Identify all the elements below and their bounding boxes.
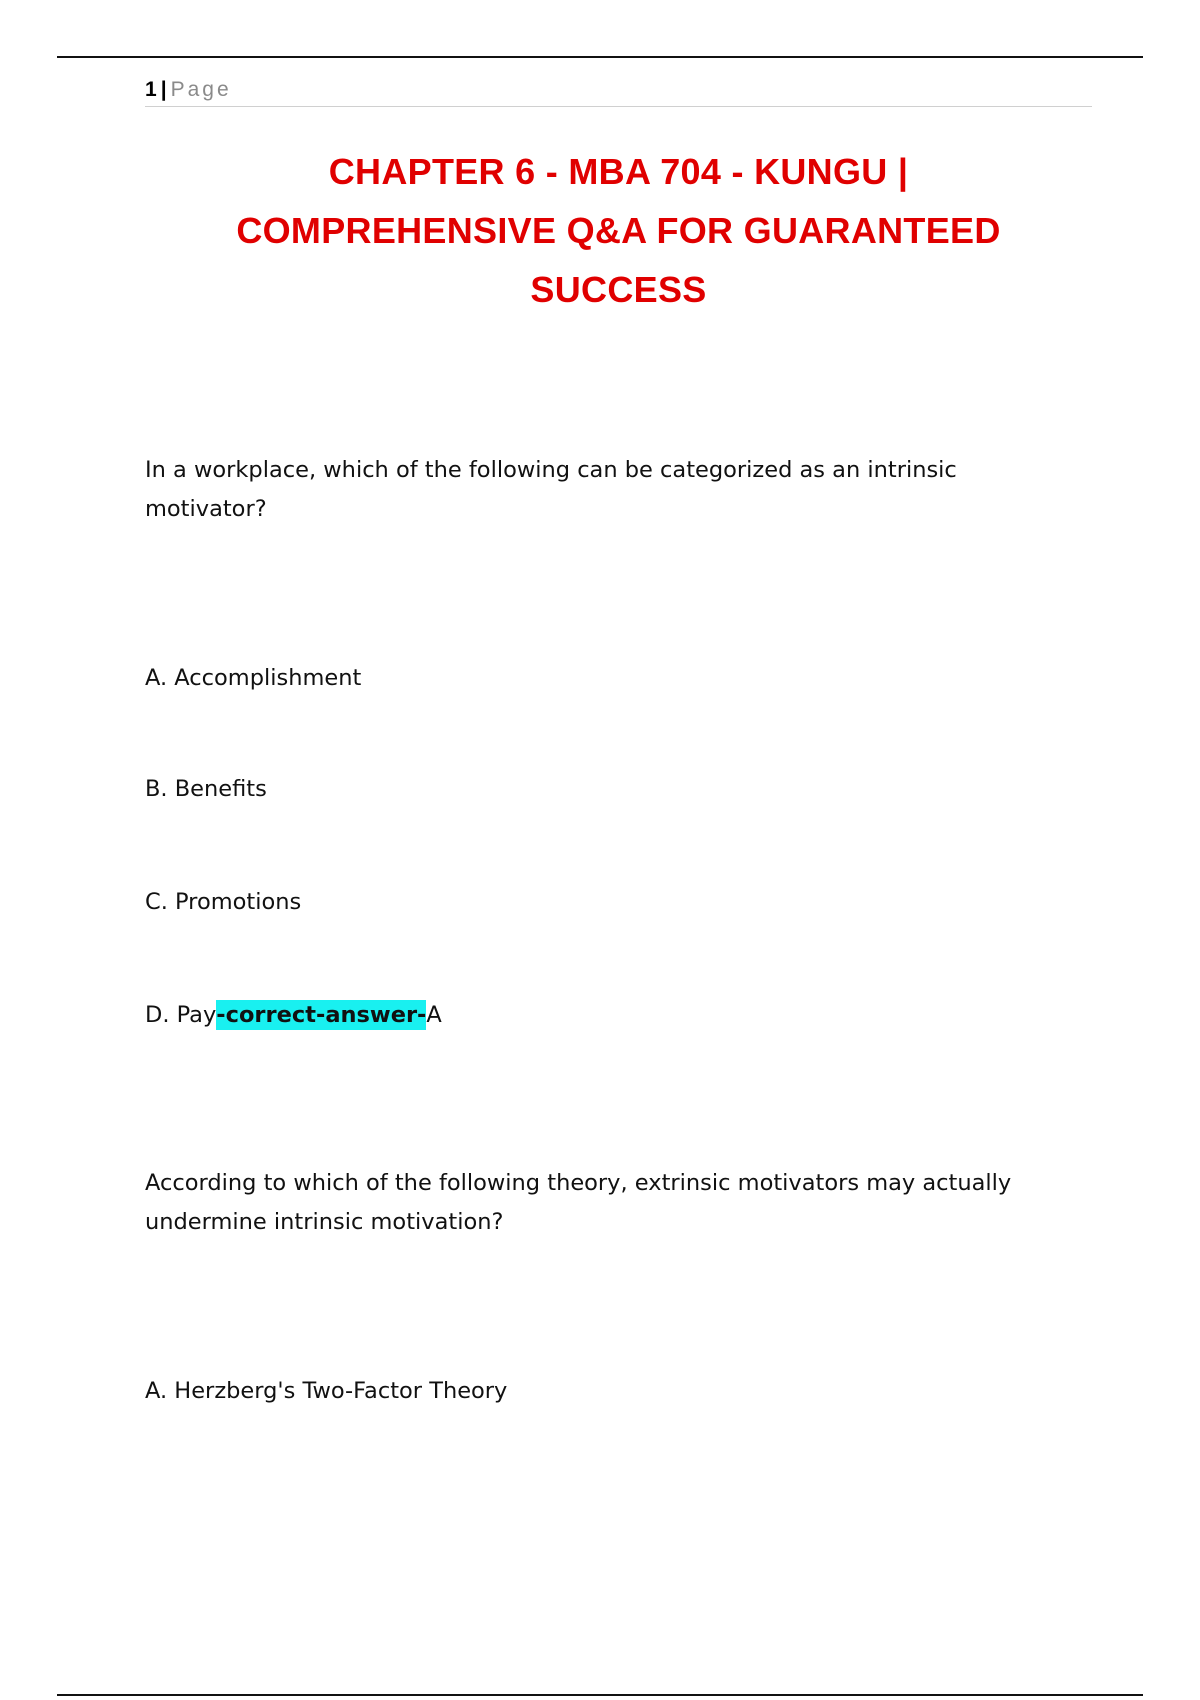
question-1-text — [145, 451, 1045, 529]
question-1-option-d — [145, 996, 1045, 1035]
option-d-label: D. Pay — [145, 1002, 217, 1028]
correct-answer-value: A — [426, 1002, 442, 1028]
page-header — [145, 76, 1092, 107]
question-1-option-a: A. Accomplishment — [145, 665, 362, 691]
question-1-option-b: B. Benefits — [145, 776, 267, 802]
question-2-text — [145, 1164, 1045, 1242]
question-1-line-2: motivator? — [145, 496, 267, 522]
document-title — [145, 142, 1092, 319]
page-label: Page — [170, 78, 232, 101]
question-2-line-2: undermine intrinsic motivation? — [145, 1209, 504, 1235]
correct-answer-marker: -correct-answer- — [216, 1002, 427, 1028]
question-1-option-c: C. Promotions — [145, 889, 302, 915]
page-separator: | — [160, 78, 167, 101]
question-1-line-1: In a workplace, which of the following can be categorized as an intrinsic — [145, 457, 957, 483]
title-line-2: COMPREHENSIVE Q&A FOR GUARANTEED — [236, 210, 1001, 251]
question-2-option-a: A. Herzberg's Two-Factor Theory — [145, 1378, 508, 1404]
title-line-3: SUCCESS — [530, 269, 707, 310]
question-2-line-1: According to which of the following theory, extrinsic motivators may actually — [145, 1170, 1012, 1196]
title-line-1: CHAPTER 6 - MBA 704 - KUNGU | — [328, 151, 909, 192]
top-border-line — [57, 56, 1143, 58]
bottom-border-line — [57, 1694, 1143, 1696]
page-number: 1 — [145, 78, 157, 101]
